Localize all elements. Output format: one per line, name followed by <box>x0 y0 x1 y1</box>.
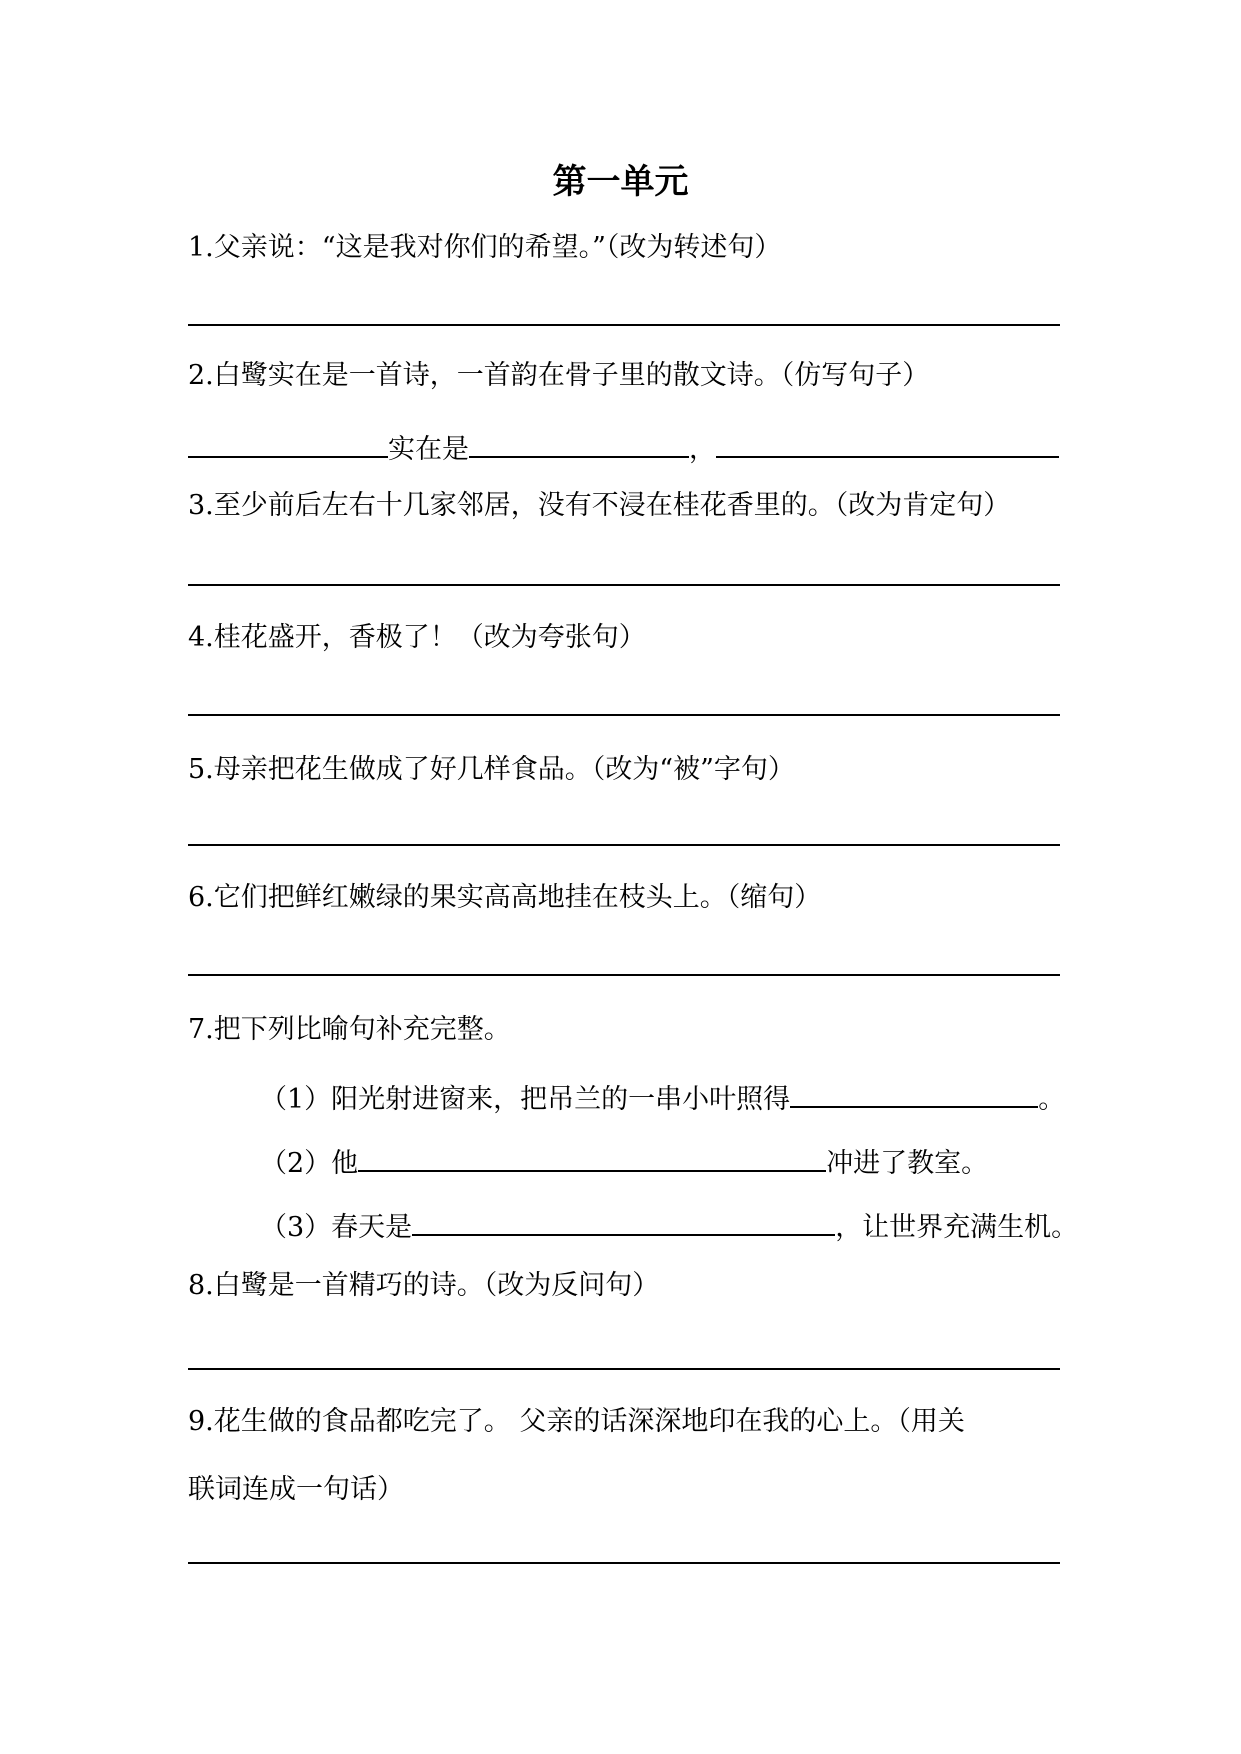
answer-line-8[interactable] <box>188 1368 1060 1370</box>
q7-1-after: 。 <box>1038 1084 1066 1115</box>
question-3: 3.至少前后左右十几家邻居，没有不浸在桂花香里的。（改为肯定句） <box>188 490 1011 521</box>
page-title: 第一单元 <box>552 162 689 202</box>
q7-2-after: 冲进了教室。 <box>826 1148 989 1179</box>
blank-7-2[interactable] <box>358 1138 826 1172</box>
question-5: 5.母亲把花生做成了好几样食品。（改为“被”字句） <box>188 754 795 785</box>
question-2-fill-row <box>188 424 1068 470</box>
question-9-line-1: 9.花生做的食品都吃完了。 父亲的话深深地印在我的心上。（用关 <box>188 1406 965 1437</box>
question-7: 7.把下列比喻句补充完整。 <box>188 1014 511 1045</box>
q7-3-after: ，让世界充满生机。 <box>835 1212 1079 1243</box>
fill-comma: ， <box>689 434 716 465</box>
q7-1-before: （1）阳光射进窗来，把吊兰的一串小叶照得 <box>260 1084 791 1115</box>
question-7-1 <box>260 1074 1070 1120</box>
answer-line-4[interactable] <box>188 714 1060 716</box>
answer-line-5[interactable] <box>188 844 1060 846</box>
q7-2-before: （2）他 <box>260 1148 359 1179</box>
answer-line-3[interactable] <box>188 584 1060 586</box>
answer-line-6[interactable] <box>188 974 1060 976</box>
answer-line-9[interactable] <box>188 1562 1060 1564</box>
q7-3-before: （3）春天是 <box>260 1212 413 1243</box>
blank-2a[interactable] <box>188 424 388 458</box>
question-8: 8.白鹭是一首精巧的诗。（改为反问句） <box>188 1270 660 1301</box>
question-7-3 <box>260 1202 1079 1248</box>
blank-7-1[interactable] <box>790 1074 1038 1108</box>
question-7-2 <box>260 1138 1070 1184</box>
blank-2c[interactable] <box>716 424 1059 458</box>
fill-text-mid: 实在是 <box>388 434 469 465</box>
question-6: 6.它们把鲜红嫩绿的果实高高地挂在枝头上。（缩句） <box>188 882 822 913</box>
question-2: 2.白鹭实在是一首诗，一首韵在骨子里的散文诗。（仿写句子） <box>188 360 930 391</box>
question-1: 1.父亲说：“这是我对你们的希望。”（改为转述句） <box>188 232 782 263</box>
question-9-line-2: 联词连成一句话） <box>188 1474 404 1505</box>
question-4: 4.桂花盛开，香极了！（改为夸张句） <box>188 622 646 653</box>
blank-7-3[interactable] <box>412 1202 835 1236</box>
blank-2b[interactable] <box>469 424 689 458</box>
answer-line-1[interactable] <box>188 324 1060 326</box>
